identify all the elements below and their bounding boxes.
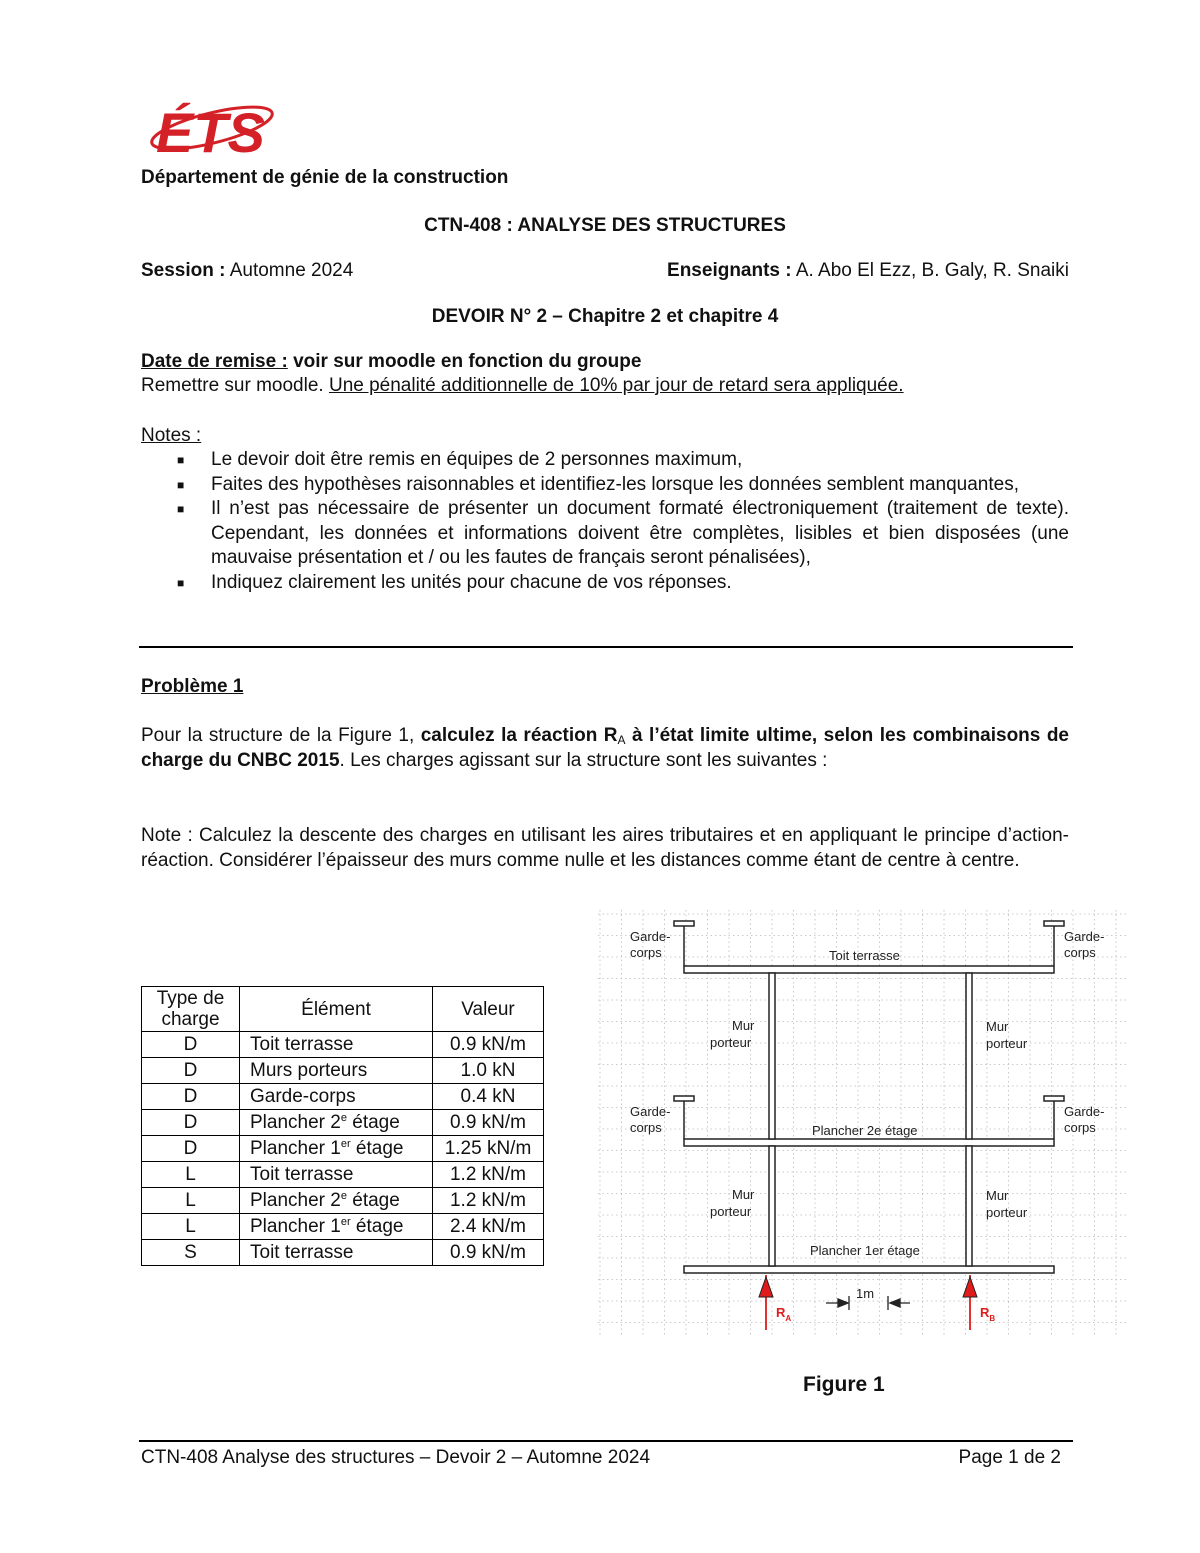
list-item: ■ Faites des hypothèses raisonnables et identifiez-les lorsque les données semblent manquantes, [141, 473, 1069, 498]
bullet-icon: ■ [177, 575, 185, 590]
table-row [142, 1162, 544, 1188]
dim-arrow-left [838, 1299, 848, 1307]
label-porteur: porteur [986, 1036, 1028, 1051]
due-label: Date de remise : [141, 351, 288, 372]
cell-element: Murs porteurs [240, 1058, 433, 1084]
teachers-label: Enseignants : [667, 260, 792, 281]
wall-left-lower [769, 1146, 775, 1266]
label-corps-right: corps [1064, 945, 1096, 960]
label-floor1: Plancher 1er étage [810, 1243, 920, 1258]
footer-page-number: Page 1 de 2 [958, 1447, 1061, 1468]
cell-value: 1.25 kN/m [433, 1136, 544, 1162]
cell-value: 0.9 kN/m [433, 1032, 544, 1058]
label-porteur: porteur [710, 1204, 752, 1219]
list-item: ■ Le devoir doit être remis en équipes de 2 personnes maximum, [141, 448, 1069, 473]
cell-value: 0.4 kN [433, 1084, 544, 1110]
label-garde-right: Garde- [1064, 1104, 1105, 1119]
wall-left-upper [769, 973, 775, 1139]
penalty-text: Une pénalité additionnelle de 10% par jour de retard sera appliquée. [328, 375, 904, 396]
cell-element: Plancher 2e étage [240, 1110, 433, 1136]
problem-note: Note : Calculez la descente des charges en utilisant les aires tributaires et en appliquant le principe d’action-réaction. Considérer l’épaisseur des murs comme nulle et les distances comme étant de centre à centre. [141, 825, 1069, 871]
label-mur: Mur [986, 1019, 1009, 1034]
label-floor2: Plancher 2e étage [812, 1123, 918, 1138]
list-item: ■ Il n’est pas nécessaire de présenter un document formaté électroniquement (traitement de texte). Cependant, les données et informations doivent être complètes, lisibles et bien disposées (une mauvaise présentation et / ou les fautes de français seront pénalisées), [177, 498, 1069, 568]
teachers-value: A. Abo El Ezz, B. Galy, R. Snaiki [795, 260, 1069, 281]
reaction-a-label: $R_A$ [776, 1305, 792, 1323]
problem-intro: Pour la structure de la Figure 1, calculez la réaction $R_A$ à l’état limite ultime, selon les combinaisons de charge du CNBC 2015. Les charges agissant sur la structure sont les suivantes : [141, 725, 1069, 771]
submission-text: Remettre sur moodle. [141, 375, 324, 396]
bullet-icon: ■ [177, 477, 185, 492]
table-row [142, 1084, 544, 1110]
table-row [142, 1136, 544, 1162]
cell-element: Plancher 2e étage [240, 1188, 433, 1214]
label-mur: Mur [732, 1018, 755, 1033]
bullet-icon: ■ [177, 453, 185, 467]
due-value: voir sur moodle en fonction du groupe [293, 351, 642, 372]
dim-arrow-right [890, 1299, 900, 1307]
cell-element: Toit terrasse [240, 1240, 433, 1266]
cell-element: Plancher 1er étage [240, 1136, 433, 1162]
label-corps-left: corps [630, 945, 662, 960]
dimension-label: 1m [856, 1286, 875, 1301]
column-header: Valeur [433, 987, 544, 1032]
submission-line [141, 374, 904, 399]
label-mur: Mur [986, 1188, 1009, 1203]
cell-element: Plancher 1er étage [240, 1214, 433, 1240]
problem-title: Problème 1 [141, 676, 244, 697]
table-row [142, 1058, 544, 1084]
table-row [142, 1110, 544, 1136]
department-name: Département de génie de la construction [141, 167, 509, 188]
column-header: Élément [240, 987, 433, 1032]
cell-type: D [142, 1136, 240, 1162]
cell-type: S [142, 1240, 240, 1266]
label-garde-left: Garde- [630, 929, 671, 944]
session-label: Session : [141, 260, 226, 281]
roof-slab [684, 966, 1054, 973]
footer-left: CTN-408 Analyse des structures – Devoir 2 – Automne 2024 [141, 1447, 651, 1468]
wall-right-upper [966, 973, 972, 1139]
guardrail-cap [674, 921, 694, 926]
notes-list [141, 448, 1069, 595]
cell-element: Toit terrasse [240, 1032, 433, 1058]
course-title: CTN-408 : ANALYSE DES STRUCTURES [424, 215, 786, 236]
label-roof: Toit terrasse [829, 948, 900, 963]
label-porteur: porteur [710, 1035, 752, 1050]
label-porteur: porteur [986, 1205, 1028, 1220]
session-line [141, 259, 353, 284]
due-date-line [141, 350, 641, 375]
floor-2-slab [684, 1139, 1054, 1146]
label-corps-right: corps [1064, 1120, 1096, 1135]
footer-divider [139, 1440, 1073, 1442]
loads-table [141, 986, 544, 1266]
cell-element: Garde-corps [240, 1084, 433, 1110]
table-row [142, 1240, 544, 1266]
column-header: Type de charge [142, 987, 240, 1032]
table-row [142, 1032, 544, 1058]
floor-1-slab [684, 1266, 1054, 1273]
label-mur: Mur [732, 1187, 755, 1202]
session-value: Automne 2024 [229, 260, 354, 281]
cell-type: D [142, 1058, 240, 1084]
table-row [142, 1214, 544, 1240]
table-header-row [142, 987, 544, 1032]
cell-value: 2.4 kN/m [433, 1214, 544, 1240]
label-garde-right: Garde- [1064, 929, 1105, 944]
wall-right-lower [966, 1146, 972, 1266]
cell-value: 1.2 kN/m [433, 1188, 544, 1214]
guardrail-cap [1044, 1096, 1064, 1101]
reaction-b-arrow [963, 1275, 977, 1330]
cell-element: Toit terrasse [240, 1162, 433, 1188]
label-garde-left: Garde- [630, 1104, 671, 1119]
table-row [142, 1188, 544, 1214]
cell-type: L [142, 1188, 240, 1214]
cell-value: 1.0 kN [433, 1058, 544, 1084]
ets-logo [148, 92, 282, 164]
cell-type: L [142, 1214, 240, 1240]
table-body [142, 1032, 544, 1266]
teachers-line [667, 259, 1069, 284]
structure-figure [598, 910, 1128, 1335]
cell-type: D [142, 1084, 240, 1110]
cell-type: L [142, 1162, 240, 1188]
assignment-title: DEVOIR N° 2 – Chapitre 2 et chapitre 4 [431, 306, 779, 327]
guardrail-cap [1044, 921, 1064, 926]
svg-text:ÉTS: ÉTS [156, 101, 265, 164]
reaction-a-arrow [759, 1275, 773, 1330]
cell-type: D [142, 1110, 240, 1136]
cell-value: 1.2 kN/m [433, 1162, 544, 1188]
list-item: ■ Indiquez clairement les unités pour chacune de vos réponses. [141, 571, 1069, 596]
guardrail-cap [674, 1096, 694, 1101]
cell-value: 0.9 kN/m [433, 1110, 544, 1136]
notes-label: Notes : [141, 425, 202, 446]
figure-caption: Figure 1 [803, 1373, 885, 1396]
label-corps-left: corps [630, 1120, 662, 1135]
cell-type: D [142, 1032, 240, 1058]
bullet-icon: ■ [177, 502, 185, 516]
reaction-b-label: $R_B$ [980, 1305, 996, 1323]
cell-value: 0.9 kN/m [433, 1240, 544, 1266]
section-divider [139, 646, 1073, 648]
